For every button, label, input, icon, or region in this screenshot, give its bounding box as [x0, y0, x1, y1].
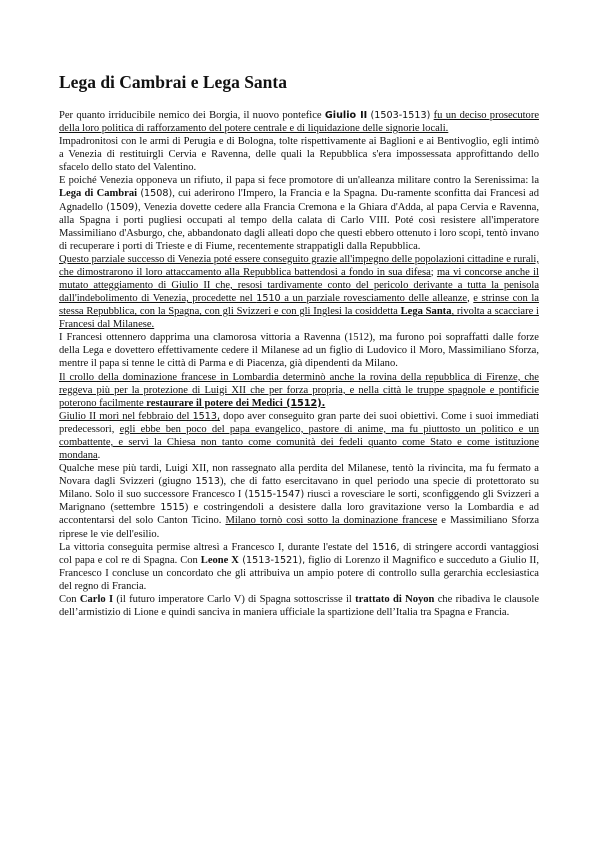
date: 1515	[160, 502, 185, 514]
paragraph-luigi-xii	[59, 462, 539, 540]
date-range: (1515-1547)	[244, 489, 305, 501]
paragraph-lega-cambrai	[59, 174, 539, 252]
text-run: che ribadiva le clausole dell’armistizio di Lione e quindi sanciva in maniera ufficiale la spartizione dell’Italia tra Spagna e Francia.	[59, 593, 539, 618]
date: (1512).	[282, 397, 326, 409]
paragraph-francesco-vittoria	[59, 541, 539, 593]
underlined-text: egli ebbe ben poco del papa evangelico, pastore di anime, ma fu piuttosto un politico e un combattente, e servì la Chiesa non tanto come comunità dei fedeli quanto come Stato e come istituzione mondana	[59, 423, 540, 462]
text-run: , Venezia dovette cedere alla Francia Cremona e la Ghiara d'Adda, al papa Cervia e Ravenna, alla Spagna i porti pugliesi occupati al tempo della calata di Carlo VIII. Poté così resistere all'imperatore Massimiliano d'Asburgo, che, abbandonato dagli alleati dopo che questi ebbero ottenuto i loro scopi, tentò invano di recuperare i porti di Trieste e di Fiume, recentemente strappatigli dalla Repubblica.	[59, 201, 539, 252]
text-run: ) e costringendoli a desistere dalla loro gravitazione verso la Lombardia e ad accontentarsi del solo Canton Ticino.	[59, 502, 540, 527]
underlined-text: fu un deciso prosecutore della loro politica di rafforzamento del potere centrale e di liquidazione delle signorie locali.	[59, 110, 540, 135]
paragraph-crollo-firenze	[59, 371, 539, 410]
text-run: I Francesi ottennero dapprima una clamorosa vittoria a Ravenna (1512), ma furono poi sopraffatti dalle forze della Lega e dovettero effettivamente cedere il Milanese ad un figlio di Ludovico il Moro, Massimiliano Sforza, mentre il papa si tenne le città di Parma e di Piacenza, già dipendenti da Milano.	[59, 332, 539, 370]
page-title: Lega di Cambrai e Lega Santa	[59, 72, 287, 92]
bold-trattato-noyon: trattato di Noyon	[355, 593, 435, 605]
text-run: ,	[467, 293, 474, 305]
date-range: (1513-1521),	[238, 554, 306, 566]
paragraph-giulio-intro	[59, 109, 539, 135]
underlined-text: , rivolta a scacciare i Francesi dal Milanese.	[59, 306, 539, 331]
bold-lega-santa: Lega Santa	[400, 306, 452, 318]
date: (1509)	[106, 201, 139, 213]
text-run: E poiché Venezia opponeva un rifiuto, il papa si fece promotore di un'alleanza militare contro la Serenissima: la	[59, 175, 539, 187]
text-run: La vittoria conseguita permise altresì a Francesco I, durante l'estate del	[59, 541, 373, 553]
date: 1510	[256, 293, 281, 305]
text-run: Impadronitosi con le armi di Perugia e di Bologna, tolte rispettivamente ai Baglioni e ai Bentivoglio, egli intimò a Venezia di restituirgli Cervia e Ravenna, delle quali la Repubblica s'era impossessata approfittando dello sfacelo dello stato del Valentino.	[59, 136, 539, 174]
text-run: Per quanto irriducibile nemico dei Borgia, il nuovo pontefice	[59, 110, 325, 121]
text-run: (il futuro imperatore Carlo V) di Spagna sottoscrisse il	[113, 593, 356, 605]
bold-lega-cambrai: Lega di Cambrai	[59, 188, 138, 200]
paragraph-francesi-ravenna	[59, 331, 539, 370]
text-run: , cui aderirono l'Impero, la Francia e la Spagna. Du-ramente sconfitta dai Francesi ad Agnadello	[59, 188, 540, 213]
bold-carlo-i: Carlo I	[79, 593, 114, 605]
text-run: .	[97, 450, 101, 462]
date: 1516,	[372, 541, 400, 553]
underlined-text: Questo parziale successo di Venezia poté essere conseguito grazie all'impegno delle popolazioni cittadine e rurali, che dimostrarono il loro attaccamento alla Repubblica battendosi a fondo in sua difesa	[59, 253, 539, 278]
text-run: Con	[59, 593, 80, 605]
document-page	[59, 72, 539, 619]
date: 1513	[195, 476, 220, 488]
date: 1513,	[192, 410, 221, 422]
text-run: ), che di fatto esercitavano in quel periodo una specie di protettorato su Milano. Solo il suo successore Francesco I	[59, 476, 539, 501]
date: (1508)	[140, 188, 173, 200]
underlined-text: Giulio II morì nel febbraio del	[59, 410, 193, 422]
bold-name-giulio: Giulio II	[324, 110, 368, 121]
underlined-text: Milano tornò così sotto la dominazione francese	[225, 515, 438, 527]
text-run: riuscì a rovesciare le sorti, sconfiggendo gli Svizzeri a Marignano (settembre	[59, 489, 539, 514]
paragraph-morte-giulio	[59, 410, 539, 462]
paragraph-perugia-bologna	[59, 135, 539, 174]
text-run: dopo aver conseguito gran parte dei suoi obiettivi. Come i suoi immediati predecessori,	[59, 410, 539, 435]
underlined-text: ma vi concorse anche il mutato atteggiamento di Giulio II che, resosi tardivamente conto del pericolo derivante a tutta la penisola dall'indebolimento di Venezia, procedette nel	[59, 266, 539, 305]
bold-medici: restaurare il potere dei Medici	[146, 397, 283, 409]
underlined-text: a un parziale rovesciamento delle alleanze	[280, 293, 468, 305]
text-run: ;	[430, 266, 437, 278]
paragraph-venezia-successo	[59, 253, 539, 331]
bold-leone-x: Leone X	[200, 554, 239, 566]
paragraph-trattato-noyon	[59, 593, 539, 619]
text-run: figlio di Lorenzo il Magnifico e succeduto a Giulio II, Francesco I concluse un concordato che gli attribuiva un ampio potere di controllo sulla gerarchia ecclesiastica del regno di Francia.	[59, 554, 539, 592]
text-run: Qualche mese più tardi, Luigi XII, non rassegnato alla perdita del Milanese, tentò la rivincita, ma fu fermato a Novara dagli Svizzeri (giugno	[59, 463, 539, 488]
text-run: e Massimiliano Sforza riprese le vie dell'esilio.	[59, 515, 540, 540]
text-run: di stringere accordi vantaggiosi col papa e col re di Spagna. Con	[59, 541, 540, 566]
underlined-text: Il crollo della dominazione francese in Lombardia determinò anche la rovina della repubblica di Firenze, che reggeva più per la protezione di Luigi XII che per forza propria, e nella città le truppe spagnole e pontificie poterono facilmente	[59, 371, 539, 409]
date-range: (1503-1513)	[370, 110, 431, 121]
underlined-text: e strinse con la stessa Repubblica, con la Spagna, con gli Svizzeri e con gli Inglesi la cosiddetta	[59, 293, 539, 318]
